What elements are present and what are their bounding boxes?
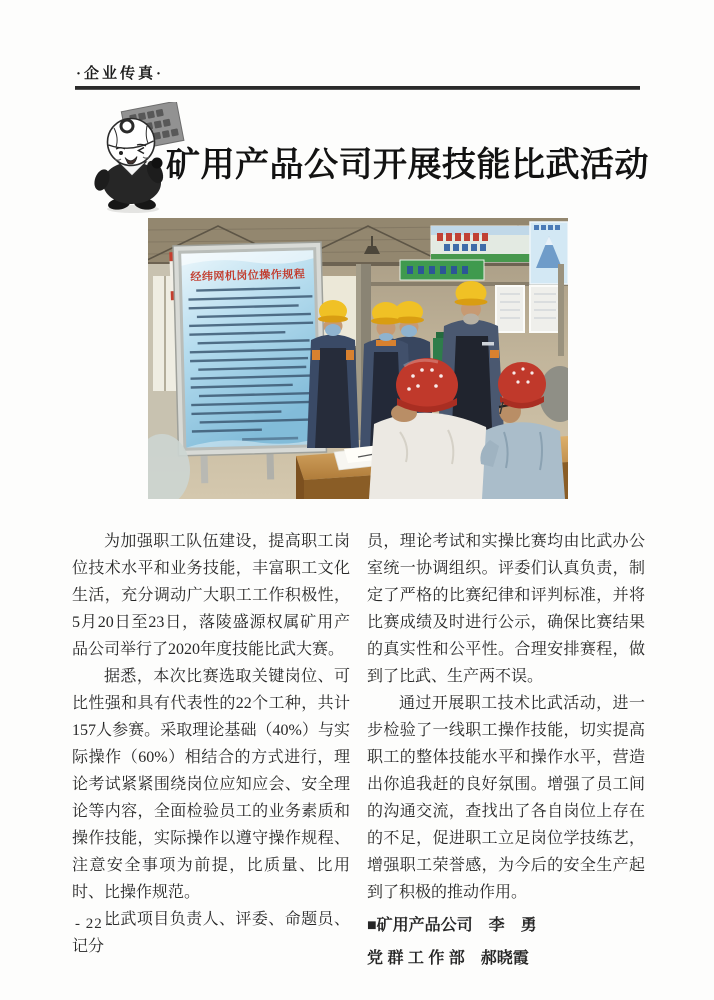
header-rule bbox=[75, 86, 640, 90]
paragraph: 通过开展职工技术比武活动，进一步检验了一线职工操作技能，切实提高职工的整体技能水平和操作水平，营造出你追我赶的良好氛围。增强了员工间的沟通交流，查找出了各自岗位上存在的不足，促进职工立足岗位学技练艺，增强职工荣誉感，为今后的安全生产起到了积极的推动作用。 bbox=[367, 695, 645, 901]
signature-dept: 党 群 工 作 部 郝晓霞 bbox=[367, 950, 529, 967]
page-number: - 22 - bbox=[75, 916, 114, 932]
paragraph: 为加强职工队伍建设，提高职工岗位技术水平和业务技能，丰富职工文化生活，充分调动广大职工工作积极性，5月20日至23日，落陵盛源权属矿用产品公司举行了2020年度技能比武大赛。 bbox=[72, 533, 350, 658]
paragraph: 据悉，本次比赛选取关键岗位、可比性强和具有代表性的22个工种，共计157人参赛。采取理论基础（40%）与实际操作（60%）相结合的方式进行，理论考试紧紧围绕岗位应知应会、安全理论等内容，全面检验员工的业务素质和操作技能，实际操作以遵守操作规程、注意安全事项为前提，比质量、比用时、比操作规范。 bbox=[72, 668, 350, 901]
operation-rules-board bbox=[173, 242, 327, 484]
article-title: 矿用产品公司开展技能比武活动 bbox=[166, 146, 649, 184]
paragraph: 比武项目负责人、评委、命题员、记分 bbox=[72, 911, 350, 955]
article-column-right bbox=[367, 528, 645, 972]
article-column-left bbox=[72, 528, 350, 972]
article-body bbox=[72, 528, 645, 972]
board-title: 经纬网机岗位操作规程 bbox=[190, 268, 306, 284]
signature-company: ■矿用产品公司 李 勇 bbox=[367, 917, 537, 934]
section-header-label: ·企业传真· bbox=[76, 66, 165, 82]
mascot-hand bbox=[152, 158, 163, 169]
workshop-photo bbox=[148, 218, 568, 499]
paragraph: 员，理论考试和实操比赛均由比武办公室统一协调组织。评委们认真负责，制定了严格的比赛纪律和评判标准，并将比赛成绩及时进行公示，确保比赛结果的真实性和公平性。合理安排赛程，做到了比武、生产两不误。 bbox=[367, 533, 645, 685]
helmet-lamp-icon bbox=[121, 120, 133, 132]
